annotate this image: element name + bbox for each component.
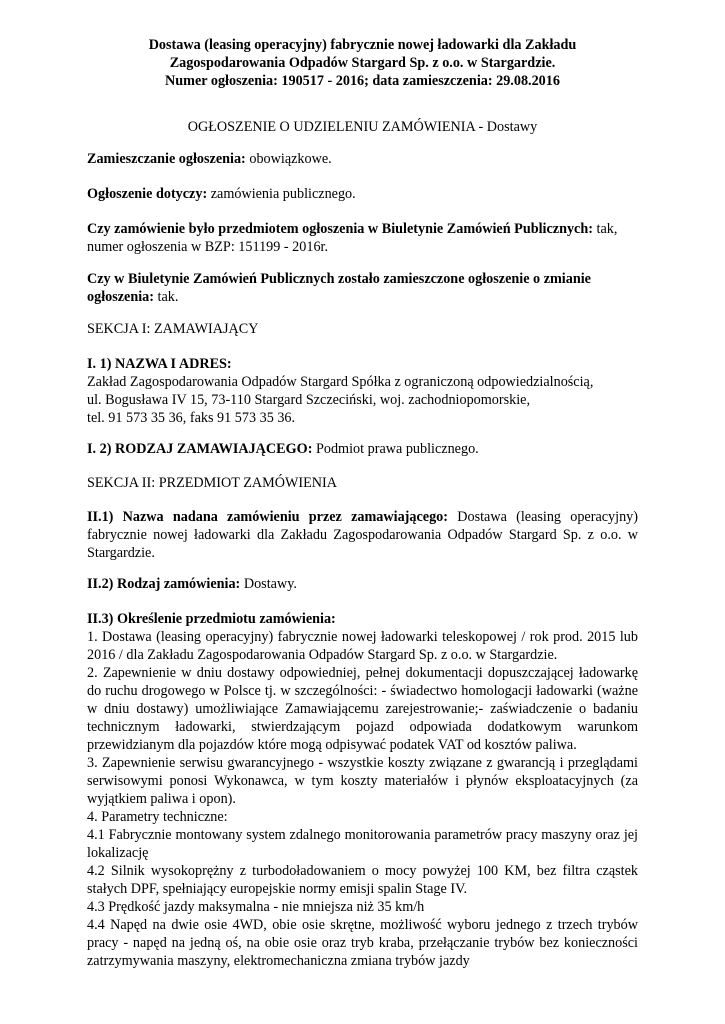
placement-value: obowiązkowe. <box>245 151 332 167</box>
header-line-3: Numer ogłoszenia: 190517 - 2016; data zamieszczenia: 29.08.2016 <box>165 73 560 89</box>
ii3-block <box>87 610 638 970</box>
change-field <box>87 270 638 306</box>
ii2-label: II.2) Rodzaj zamówienia: <box>87 576 241 592</box>
bzp-value: tak, <box>592 221 618 237</box>
change-value: tak. <box>154 289 179 305</box>
ii3-item-1: 1. Dostawa (leasing operacyjny) fabrycznie nowej ładowarki teleskopowej / rok prod. 2015 lub 2016 / dla Zakładu Zagospodarowania Odpadów Stargard Sp. z o.o. w Stargardzie. <box>87 629 638 663</box>
ii2-value: Dostawy. <box>240 576 297 592</box>
ii3-item-3: 3. Zapewnienie serwisu gwarancyjnego - wszystkie koszty związane z gwarancją i przeglądami serwisowymi ponosi Wykonawca, w tym koszty materiałów i płynów eksploatacyjnych (za wyjątkiem paliwa i opon). <box>87 755 638 807</box>
i1-address-line-2: ul. Bogusława IV 15, 73-110 Stargard Szczeciński, woj. zachodniopomorskie, <box>87 392 531 408</box>
document-header <box>60 36 665 90</box>
ii3-item-2: 2. Zapewnienie w dniu dostawy odpowiedniej, pełnej dokumentacji dopuszczającej ładowarkę do ruchu drogowego w Polsce tj. w szczególności: - świadectwo homologacji ładowarki (ważne w dniu dostawy) umożliwiające Zamawiającemu zarejestrowanie;- zaświadczenie o badaniu technicznym ładowarki, stwierdzającym pojazd odpowiada dodatkowym warunkom przewidzianym dla pojazdów które mogą odpisywać podatek VAT od kosztów paliwa. <box>87 665 638 753</box>
bzp-number: numer ogłoszenia w BZP: 151199 - 2016r. <box>87 239 329 255</box>
notice-title <box>60 118 665 136</box>
ii3-item-4-2: 4.2 Silnik wysokoprężny z turbodoładowaniem o mocy powyżej 100 KM, bez filtra cząstek stałych DPF, spełniający europejskie normy emisji spalin Stage IV. <box>87 863 638 897</box>
ii3-item-4-3: 4.3 Prędkość jazdy maksymalna - nie mniejsza niż 35 km/h <box>87 899 425 915</box>
notice-title-text: OGŁOSZENIE O UDZIELENIU ZAMÓWIENIA - Dostawy <box>187 119 538 135</box>
i1-address-line-1: Zakład Zagospodarowania Odpadów Stargard Spółka z ograniczoną odpowiedzialnością, <box>87 374 594 390</box>
i1-address-line-3: tel. 91 573 35 36, faks 91 573 35 36. <box>87 410 296 426</box>
section-1-heading <box>87 320 638 338</box>
change-label-2: ogłoszenia: <box>87 289 154 305</box>
concerns-field <box>87 185 638 203</box>
ii2-field <box>87 575 638 593</box>
i2-value: Podmiot prawa publicznego. <box>312 441 479 457</box>
bzp-field <box>87 220 638 256</box>
section-1-title: SEKCJA I: ZAMAWIAJĄCY <box>87 321 259 337</box>
section-2-heading <box>87 474 638 492</box>
ii3-item-4-4: 4.4 Napęd na dwie osie 4WD, obie osie skrętne, możliwość wyboru jednego z trzech trybów pracy - napęd na jedną oś, na obie osie oraz tryb kraba, przełączanie trybów bez konieczności zatrzymywania maszyny, elektromechaniczna zmiana trybów jazdy <box>87 917 638 969</box>
concerns-label: Ogłoszenie dotyczy: <box>87 186 208 202</box>
ii3-item-4-1: 4.1 Fabrycznie montowany system zdalnego monitorowania parametrów pracy maszyny oraz jej lokalizację <box>87 827 638 861</box>
header-line-2: Zagospodarowania Odpadów Stargard Sp. z o.o. w Stargardzie. <box>169 55 556 71</box>
i1-block <box>87 355 638 427</box>
i2-label: I. 2) RODZAJ ZAMAWIAJĄCEGO: <box>87 441 313 457</box>
header-line-1: Dostawa (leasing operacyjny) fabrycznie nowej ładowarki dla Zakładu <box>148 37 577 53</box>
ii1-label: II.1) Nazwa nadana zamówieniu przez zamawiającego: <box>87 509 448 525</box>
section-2-title: SEKCJA II: PRZEDMIOT ZAMÓWIENIA <box>87 475 337 491</box>
i1-heading: I. 1) NAZWA I ADRES: <box>87 356 232 372</box>
concerns-value: zamówienia publicznego. <box>207 186 356 202</box>
placement-field <box>87 150 638 168</box>
ii3-item-4: 4. Parametry techniczne: <box>87 809 228 825</box>
ii1-block <box>87 508 638 562</box>
ii3-heading: II.3) Określenie przedmiotu zamówienia: <box>87 611 336 627</box>
bzp-label: Czy zamówienie było przedmiotem ogłoszenia w Biuletynie Zamówień Publicznych: <box>87 221 593 237</box>
change-label-1: Czy w Biuletynie Zamówień Publicznych zostało zamieszczone ogłoszenie o zmianie <box>87 271 591 287</box>
i2-field <box>87 440 638 458</box>
placement-label: Zamieszczanie ogłoszenia: <box>87 151 246 167</box>
ii1-text: Dostawa (leasing operacyjny) fabrycznie nowej ładowarki dla Zakładu Zagospodarowania Odpadów Stargard Sp. z o.o. w Stargardzie. <box>87 509 638 561</box>
